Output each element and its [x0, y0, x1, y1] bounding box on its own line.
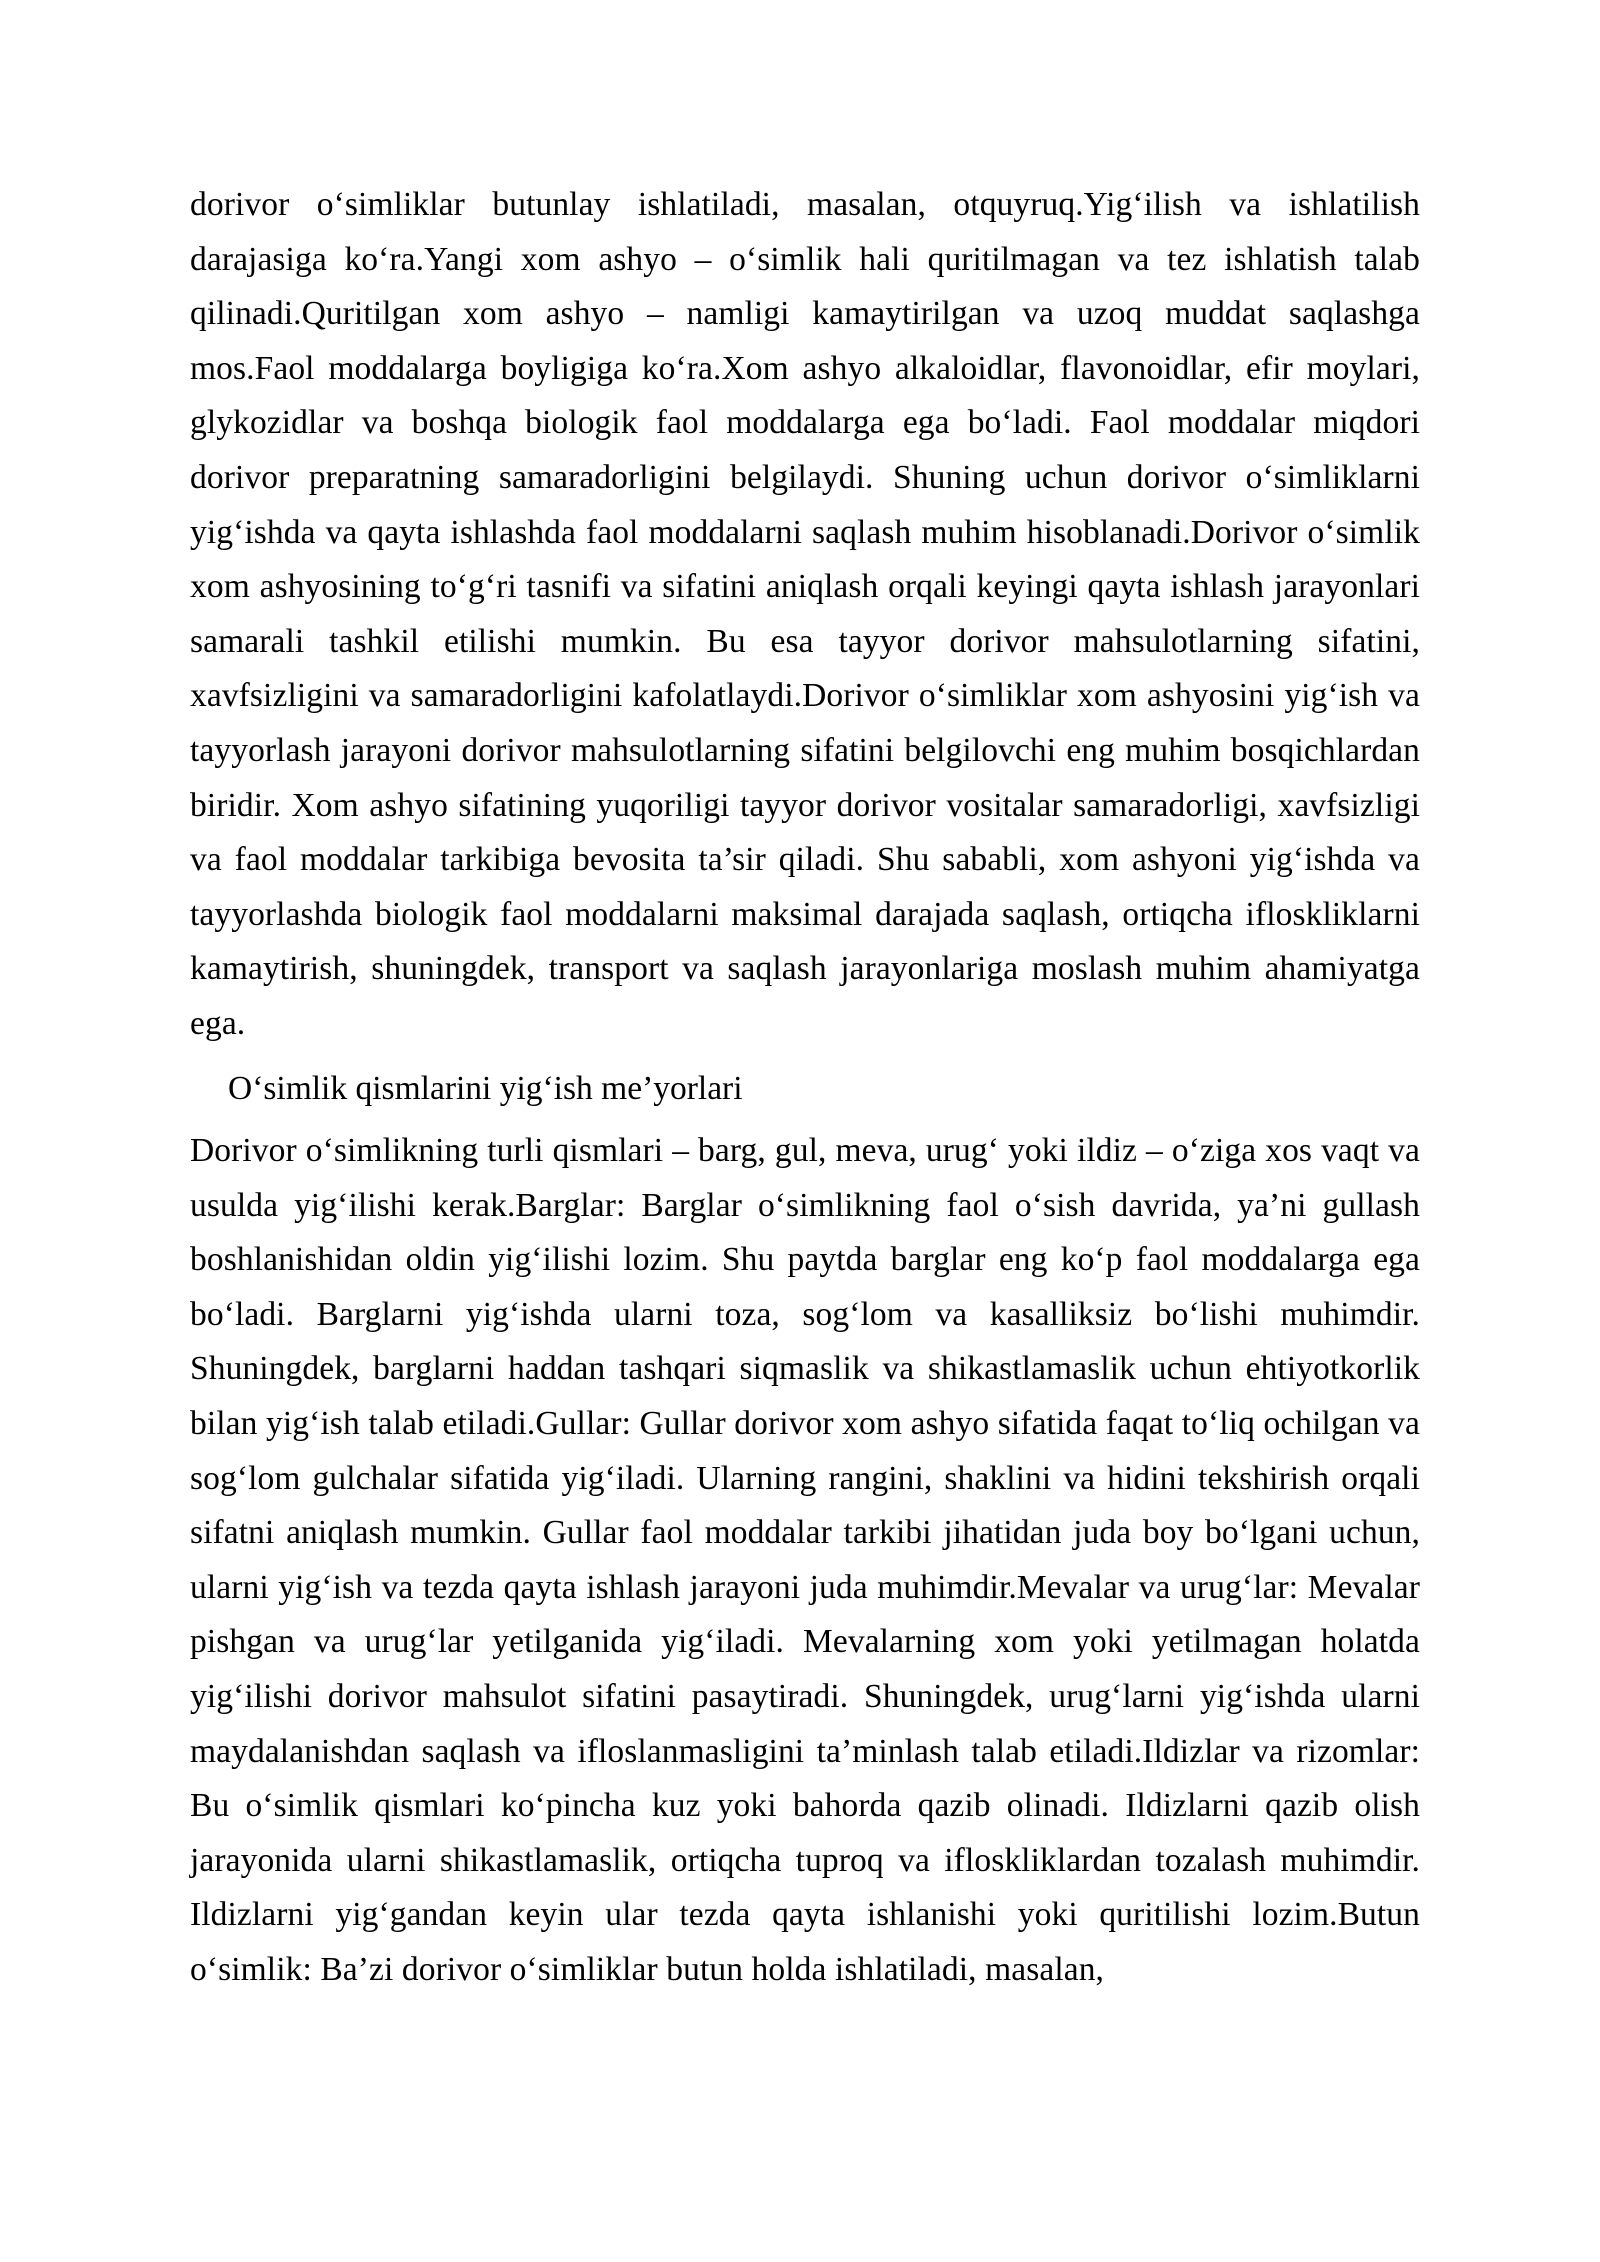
section-heading: O‘simlik qismlarini yig‘ish me’yorlari: [228, 1069, 743, 1107]
paragraph-body: Dorivor o‘simlikning turli qismlari – barg, gul, meva, urug‘ yoki ildiz – o‘ziga xos vaqt va usulda yig‘ilishi kerak.Barglar: Barglar o‘simlikning faol o‘sish davrida, ya’ni gullash boshlanishidan oldin yig‘ilishi lozim. Shu paytda barglar eng ko‘p faol moddalarga ega bo‘ladi. Barglarni yig‘ishda ularni toza, sog‘lom va kasalliksiz bo‘lishi muhimdir. Shuningdek, barglarni haddan tashqari siqmaslik va shikastlamaslik uchun ehtiyotkorlik bilan yig‘ish talab etiladi.Gullar: Gullar dorivor xom ashyo sifatida faqat to‘liq ochilgan va sog‘lom gulchalar sifatida yig‘iladi. Ularning rangini, shaklini va hidini tekshirish orqali sifatni aniqlash mumkin. Gullar faol moddalar tarkibi jihatidan juda boy bo‘lgani uchun, ularni yig‘ish va tezda qayta ishlash jarayoni juda muhimdir.Mevalar va urug‘lar: Mevalar pishgan va urug‘lar yetilganida yig‘iladi. Mevalarning xom yoki yetilmagan holatda yig‘ilishi dorivor mahsulot sifatini pasaytiradi. Shuningdek, urug‘larni yig‘ishda ularni maydalanishdan saqlash va ifloslanmasligini ta’minlash talab etiladi.Ildizlar va rizomlar: Bu o‘simlik qismlari ko‘pincha kuz yoki bahorda qazib olinadi. Ildizlarni qazib olish jarayonida ularni shikastlamaslik, ortiqcha tuproq va ifloskliklardan tozalash muhimdir. Ildizlarni yig‘gandan keyin ular tezda qayta ishlanishi yoki quritilishi lozim.Butun o‘simlik: Ba’zi dorivor o‘simliklar butun holda ishlatiladi, masalan,: [190, 1132, 1420, 1988]
paragraph-intro: dorivor o‘simliklar butunlay ishlatiladi, masalan, otquyruq.Yig‘ilish va ishlatilish darajasiga ko‘ra.Yangi xom ashyo – o‘simlik hali quritilmagan va tez ishlatish talab qilinadi.Quritilgan xom ashyo – namligi kamaytirilgan va uzoq muddat saqlashga mos.Faol moddalarga boyligiga ko‘ra.Xom ashyo alkaloidlar, flavonoidlar, efir moylari, glykozidlar va boshqa biologik faol moddalarga ega bo‘ladi. Faol moddalar miqdori dorivor preparatning samaradorligini belgilaydi. Shuning uchun dorivor o‘simliklarni yig‘ishda va qayta ishlashda faol moddalarni saqlash muhim hisoblanadi.Dorivor o‘simlik xom ashyosining to‘g‘ri tasnifi va sifatini aniqlash orqali keyingi qayta ishlash jarayonlari samarali tashkil etilishi mumkin. Bu esa tayyor dorivor mahsulotlarning sifatini, xavfsizligini va samaradorligini kafolatlaydi.Dorivor o‘simliklar xom ashyosini yig‘ish va tayyorlash jarayoni dorivor mahsulotlarning sifatini belgilovchi eng muhim bosqichlardan biridir. Xom ashyo sifatining yuqoriligi tayyor dorivor vositalar samaradorligi, xavfsizligi va faol moddalar tarkibiga bevosita ta’sir qiladi. Shu sababli, xom ashyoni yig‘ishda va tayyorlashda biologik faol moddalarni maksimal darajada saqlash, ortiqcha ifloskliklarni kamaytirish, shuningdek, transport va saqlash jarayonlariga moslash muhim ahamiyatga ega.: [190, 186, 1420, 1042]
page-content: [190, 178, 1420, 1998]
